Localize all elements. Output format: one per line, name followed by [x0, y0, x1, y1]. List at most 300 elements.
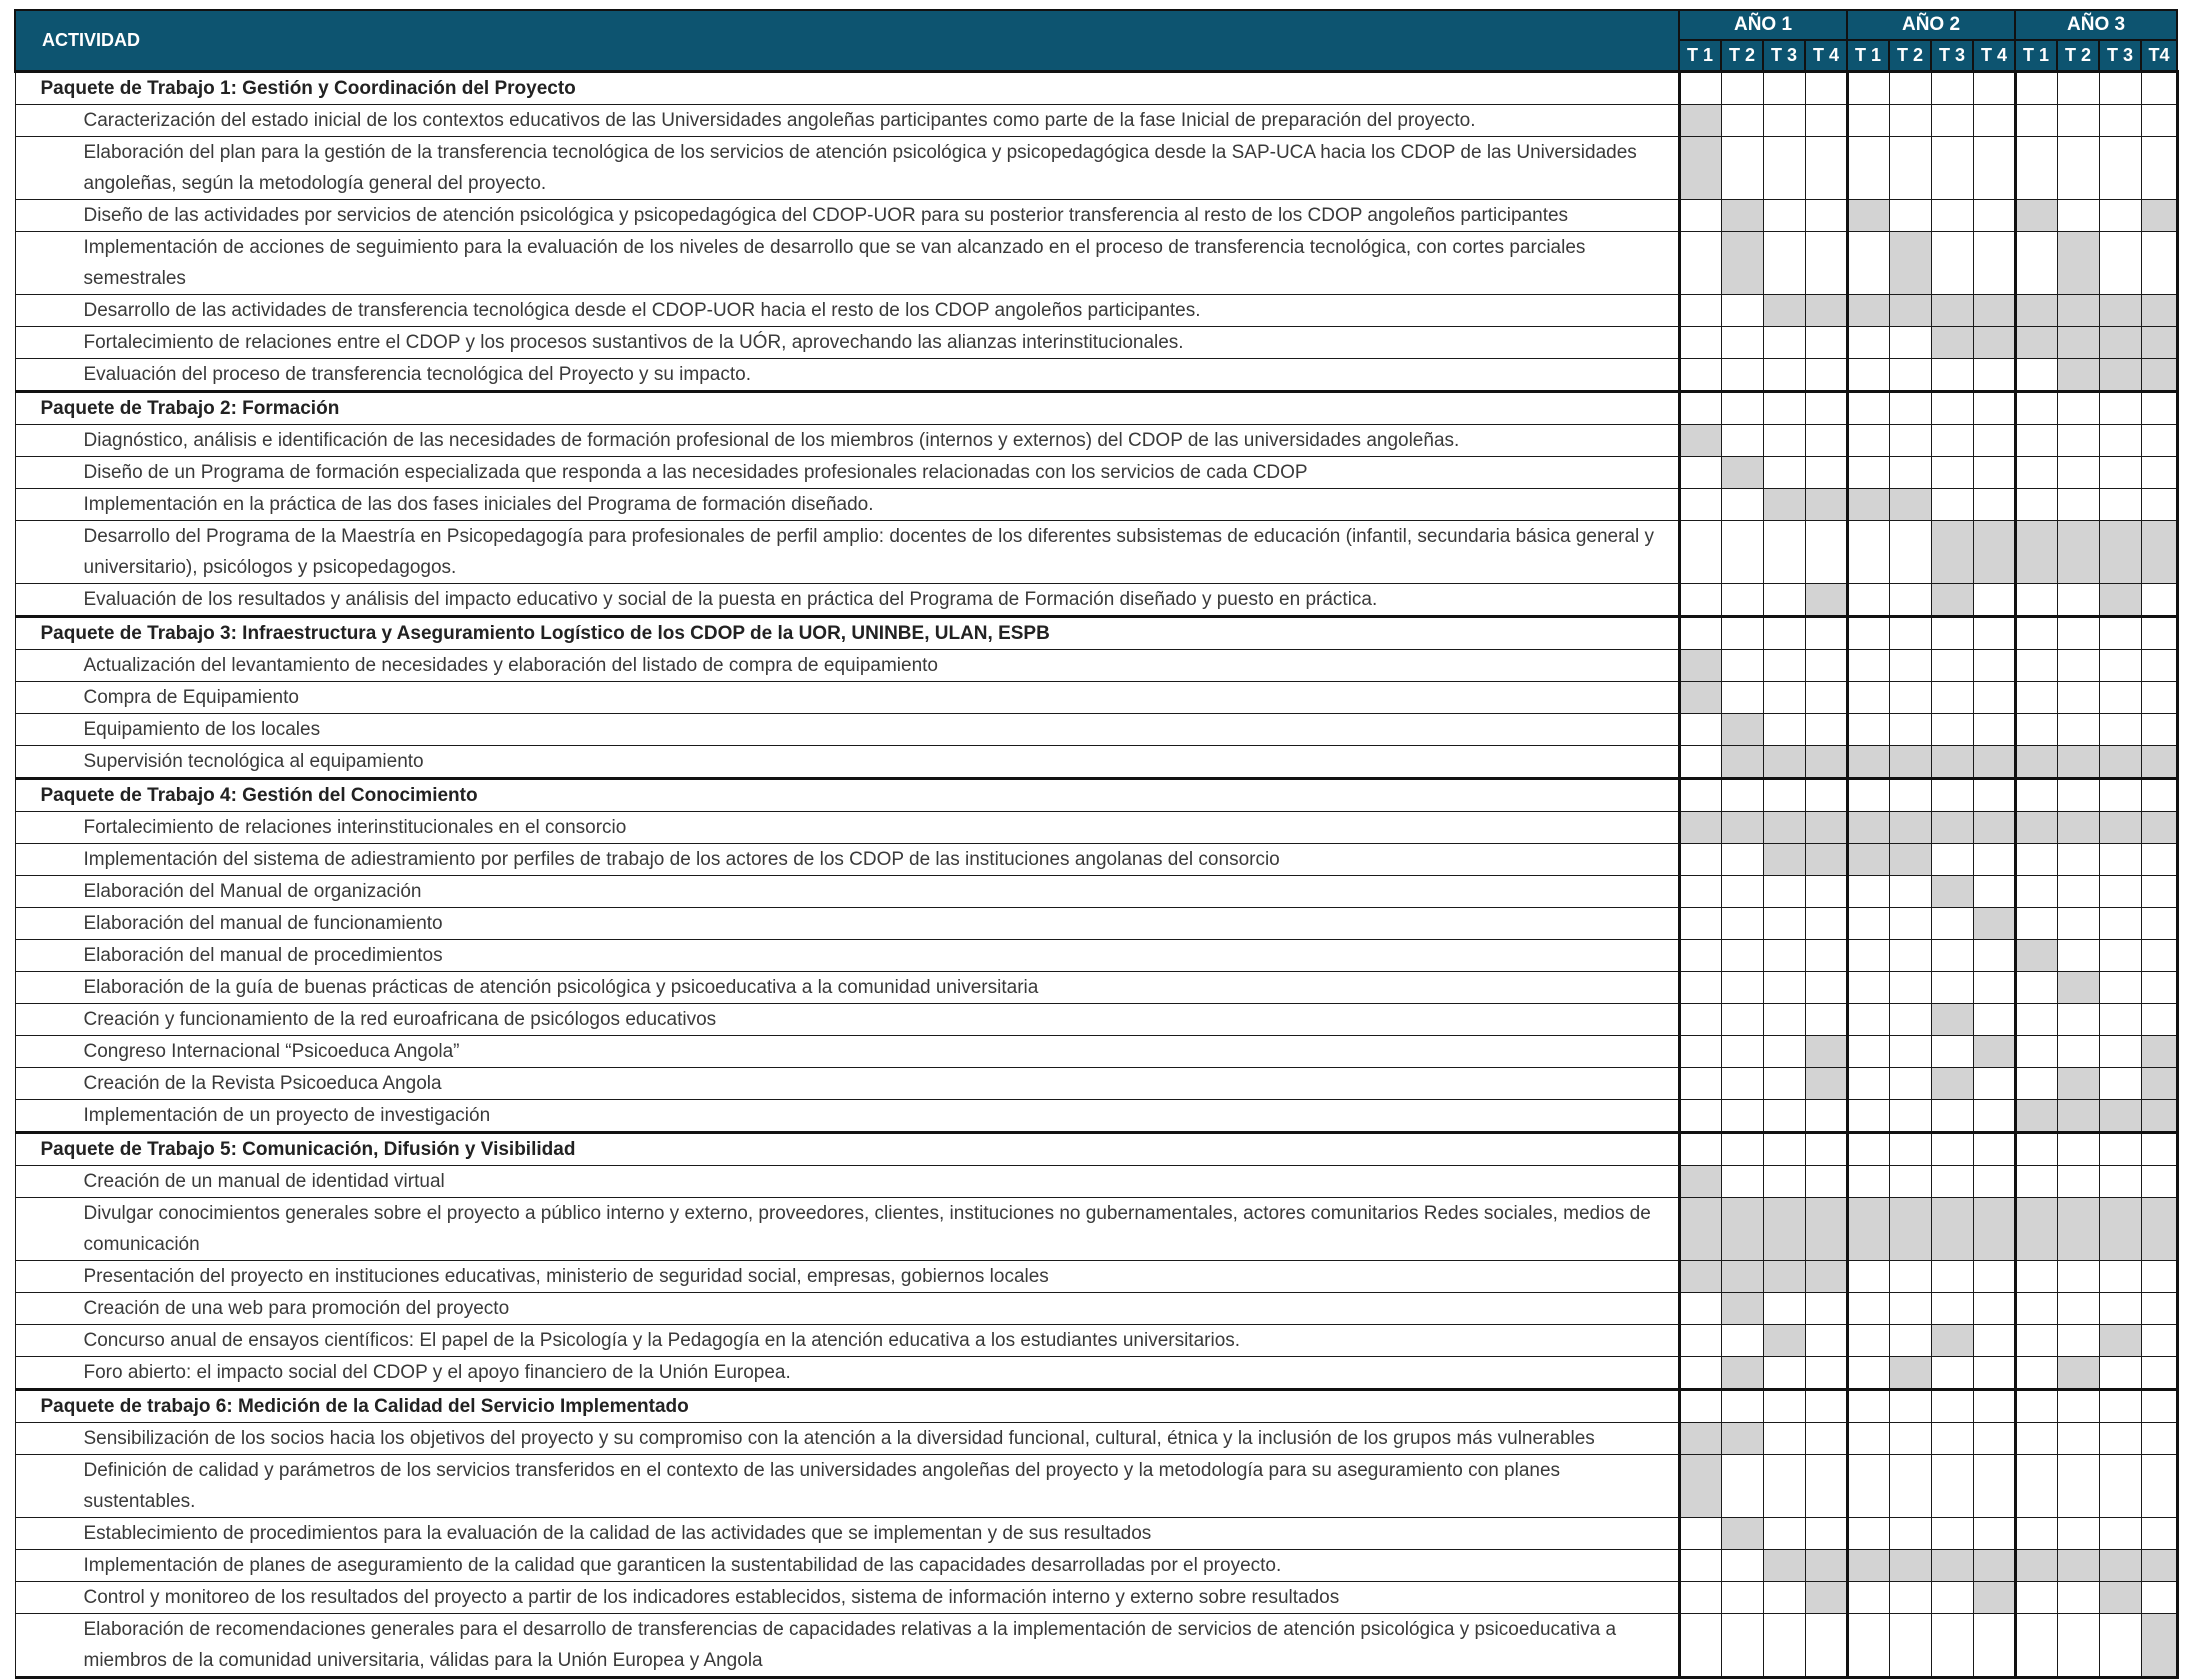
schedule-cell: [1805, 520, 1847, 583]
activity-row: [15, 294, 2177, 326]
scheduled-cell: [1763, 745, 1805, 778]
schedule-cell: [2057, 713, 2099, 745]
schedule-cell: [1679, 326, 1721, 358]
scheduled-cell: [1889, 231, 1931, 294]
scheduled-cell: [1973, 1035, 2015, 1067]
schedule-cell: [1931, 488, 1973, 520]
year-header-3: AÑO 3: [2015, 10, 2177, 40]
scheduled-cell: [2099, 326, 2141, 358]
schedule-cell: [1847, 456, 1889, 488]
scheduled-cell: [2015, 199, 2057, 231]
schedule-cell: [1679, 1581, 1721, 1613]
schedule-cell: [2141, 1356, 2177, 1389]
schedule-cell: [1721, 1613, 1763, 1677]
schedule-cell: [1721, 104, 1763, 136]
schedule-cell: [2141, 104, 2177, 136]
schedule-cell: [1805, 1422, 1847, 1454]
schedule-cell: [2099, 391, 2141, 424]
scheduled-cell: [2099, 294, 2141, 326]
schedule-cell: [1847, 583, 1889, 616]
schedule-cell: [1763, 713, 1805, 745]
scheduled-cell: [2057, 1067, 2099, 1099]
schedule-cell: [2099, 231, 2141, 294]
activity-row: [15, 1035, 2177, 1067]
schedule-cell: [1973, 391, 2015, 424]
schedule-cell: [2057, 681, 2099, 713]
schedule-cell: [1805, 1613, 1847, 1677]
activity-row: [15, 1067, 2177, 1099]
scheduled-cell: [2141, 1067, 2177, 1099]
schedule-cell: [2141, 488, 2177, 520]
gantt-table: [14, 9, 2179, 1679]
schedule-cell: [1889, 1422, 1931, 1454]
schedule-cell: [1889, 1035, 1931, 1067]
schedule-cell: [1721, 875, 1763, 907]
activity-label: Elaboración del plan para la gestión de la transferencia tecnológica de los servicios de atención psicológica y psicopedagógica desde la SAP-UCA hacia los CDOP de las Universidades angoleñas, según la metodología general del proyecto.: [15, 136, 1679, 199]
schedule-cell: [1973, 199, 2015, 231]
activity-label: Presentación del proyecto en instituciones educativas, ministerio de seguridad social, empresas, gobiernos locales: [15, 1260, 1679, 1292]
scheduled-cell: [1931, 1067, 1973, 1099]
schedule-cell: [1973, 1454, 2015, 1517]
schedule-cell: [1763, 424, 1805, 456]
package-title: Paquete de Trabajo 1: Gestión y Coordinación del Proyecto: [15, 71, 1679, 104]
scheduled-cell: [2099, 1581, 2141, 1613]
activity-row: [15, 843, 2177, 875]
activity-label: Creación de un manual de identidad virtual: [15, 1165, 1679, 1197]
schedule-cell: [1931, 616, 1973, 649]
schedule-cell: [1721, 294, 1763, 326]
schedule-cell: [2057, 1003, 2099, 1035]
scheduled-cell: [1805, 1067, 1847, 1099]
schedule-cell: [2141, 616, 2177, 649]
schedule-cell: [1763, 939, 1805, 971]
schedule-cell: [1805, 1099, 1847, 1132]
scheduled-cell: [1931, 1003, 1973, 1035]
schedule-cell: [1973, 488, 2015, 520]
schedule-cell: [2099, 1454, 2141, 1517]
quarter-header: T 3: [1763, 40, 1805, 71]
scheduled-cell: [2099, 358, 2141, 391]
schedule-cell: [1889, 1581, 1931, 1613]
schedule-cell: [2141, 1422, 2177, 1454]
schedule-cell: [2015, 875, 2057, 907]
activity-label: Equipamiento de los locales: [15, 713, 1679, 745]
scheduled-cell: [1931, 811, 1973, 843]
schedule-cell: [2141, 1292, 2177, 1324]
scheduled-cell: [1889, 294, 1931, 326]
schedule-cell: [1805, 713, 1847, 745]
schedule-cell: [1847, 649, 1889, 681]
schedule-cell: [2015, 971, 2057, 1003]
schedule-cell: [1679, 1003, 1721, 1035]
schedule-cell: [1889, 616, 1931, 649]
scheduled-cell: [1931, 326, 1973, 358]
activity-label: Evaluación de los resultados y análisis del impacto educativo y social de la puesta en práctica del Programa de Formación diseñado y puesto en práctica.: [15, 583, 1679, 616]
activity-row: [15, 1260, 2177, 1292]
scheduled-cell: [2141, 1613, 2177, 1677]
schedule-cell: [1973, 358, 2015, 391]
schedule-cell: [1721, 681, 1763, 713]
scheduled-cell: [1763, 294, 1805, 326]
schedule-cell: [1847, 1003, 1889, 1035]
schedule-cell: [2099, 1422, 2141, 1454]
scheduled-cell: [1847, 1549, 1889, 1581]
schedule-cell: [1847, 136, 1889, 199]
scheduled-cell: [1679, 136, 1721, 199]
schedule-cell: [2015, 583, 2057, 616]
schedule-cell: [1679, 939, 1721, 971]
schedule-cell: [2141, 456, 2177, 488]
schedule-cell: [1931, 1356, 1973, 1389]
schedule-cell: [1931, 71, 1973, 104]
schedule-cell: [1763, 1356, 1805, 1389]
schedule-cell: [1889, 1003, 1931, 1035]
schedule-cell: [1973, 1099, 2015, 1132]
scheduled-cell: [1805, 294, 1847, 326]
schedule-cell: [1973, 843, 2015, 875]
schedule-cell: [2099, 136, 2141, 199]
schedule-cell: [1721, 488, 1763, 520]
schedule-cell: [1931, 681, 1973, 713]
schedule-cell: [1679, 745, 1721, 778]
schedule-cell: [2015, 1356, 2057, 1389]
schedule-cell: [2015, 1003, 2057, 1035]
schedule-cell: [2099, 71, 2141, 104]
activity-label: Supervisión tecnológica al equipamiento: [15, 745, 1679, 778]
schedule-cell: [1889, 199, 1931, 231]
schedule-cell: [2015, 907, 2057, 939]
schedule-cell: [2057, 1035, 2099, 1067]
schedule-cell: [1721, 1165, 1763, 1197]
schedule-cell: [1721, 520, 1763, 583]
schedule-cell: [1763, 907, 1805, 939]
scheduled-cell: [1721, 1356, 1763, 1389]
schedule-cell: [1679, 456, 1721, 488]
scheduled-cell: [1721, 1517, 1763, 1549]
schedule-cell: [1973, 1422, 2015, 1454]
schedule-cell: [1805, 875, 1847, 907]
scheduled-cell: [2141, 745, 2177, 778]
scheduled-cell: [1931, 520, 1973, 583]
scheduled-cell: [1721, 713, 1763, 745]
schedule-cell: [2057, 778, 2099, 811]
schedule-cell: [2057, 1324, 2099, 1356]
activity-label: Sensibilización de los socios hacia los objetivos del proyecto y su compromiso con la atención a la diversidad funcional, cultural, étnica y la inclusión de los grupos más vulnerables: [15, 1422, 1679, 1454]
schedule-cell: [2141, 1389, 2177, 1422]
schedule-cell: [1805, 1292, 1847, 1324]
schedule-cell: [1889, 136, 1931, 199]
scheduled-cell: [1721, 745, 1763, 778]
schedule-cell: [1679, 199, 1721, 231]
quarter-header: T 1: [1847, 40, 1889, 71]
schedule-cell: [2141, 1003, 2177, 1035]
schedule-cell: [1721, 1324, 1763, 1356]
schedule-cell: [2099, 778, 2141, 811]
schedule-cell: [2141, 778, 2177, 811]
scheduled-cell: [2099, 520, 2141, 583]
scheduled-cell: [1973, 294, 2015, 326]
schedule-cell: [1931, 649, 1973, 681]
schedule-cell: [2099, 649, 2141, 681]
scheduled-cell: [2015, 520, 2057, 583]
schedule-cell: [1889, 71, 1931, 104]
schedule-cell: [1973, 616, 2015, 649]
schedule-cell: [1679, 1099, 1721, 1132]
schedule-cell: [1889, 1517, 1931, 1549]
schedule-cell: [1721, 1099, 1763, 1132]
schedule-cell: [1931, 1165, 1973, 1197]
schedule-cell: [2057, 843, 2099, 875]
schedule-cell: [2057, 1260, 2099, 1292]
schedule-cell: [1973, 136, 2015, 199]
schedule-cell: [1973, 1132, 2015, 1165]
schedule-cell: [1973, 583, 2015, 616]
schedule-cell: [2015, 616, 2057, 649]
schedule-cell: [1679, 1324, 1721, 1356]
schedule-cell: [1847, 358, 1889, 391]
schedule-cell: [1973, 971, 2015, 1003]
schedule-cell: [1889, 1067, 1931, 1099]
activity-label: Fortalecimiento de relaciones interinstitucionales en el consorcio: [15, 811, 1679, 843]
scheduled-cell: [2141, 358, 2177, 391]
schedule-cell: [2015, 843, 2057, 875]
package-row: [15, 1132, 2177, 1165]
schedule-cell: [1847, 1165, 1889, 1197]
activity-label: Definición de calidad y parámetros de los servicios transferidos en el contexto de las universidades angoleñas del proyecto y la metodología para su aseguramiento con planes sustentables.: [15, 1454, 1679, 1517]
schedule-cell: [1931, 1260, 1973, 1292]
schedule-cell: [2099, 1035, 2141, 1067]
schedule-cell: [1889, 1292, 1931, 1324]
schedule-cell: [1847, 104, 1889, 136]
scheduled-cell: [1889, 488, 1931, 520]
schedule-cell: [1889, 358, 1931, 391]
scheduled-cell: [1847, 1197, 1889, 1260]
schedule-cell: [2099, 1356, 2141, 1389]
scheduled-cell: [1847, 294, 1889, 326]
schedule-cell: [2141, 875, 2177, 907]
schedule-cell: [2099, 1067, 2141, 1099]
activity-header: ACTIVIDAD: [15, 10, 1679, 71]
scheduled-cell: [1763, 811, 1805, 843]
schedule-cell: [1889, 875, 1931, 907]
schedule-cell: [2015, 1517, 2057, 1549]
scheduled-cell: [1931, 1549, 1973, 1581]
schedule-cell: [2057, 1613, 2099, 1677]
scheduled-cell: [1847, 199, 1889, 231]
schedule-cell: [2015, 1422, 2057, 1454]
year-header-1: AÑO 1: [1679, 10, 1847, 40]
activity-row: [15, 811, 2177, 843]
schedule-cell: [2015, 358, 2057, 391]
schedule-cell: [1973, 875, 2015, 907]
schedule-cell: [1847, 424, 1889, 456]
schedule-cell: [1847, 1517, 1889, 1549]
schedule-cell: [1763, 1422, 1805, 1454]
schedule-cell: [1931, 1454, 1973, 1517]
schedule-cell: [1805, 971, 1847, 1003]
activity-row: [15, 1454, 2177, 1517]
schedule-cell: [1763, 875, 1805, 907]
schedule-cell: [2057, 1517, 2099, 1549]
scheduled-cell: [1847, 811, 1889, 843]
schedule-cell: [1889, 971, 1931, 1003]
schedule-cell: [2141, 231, 2177, 294]
schedule-cell: [1763, 199, 1805, 231]
schedule-cell: [1679, 1389, 1721, 1422]
activity-label: Implementación de planes de aseguramiento de la calidad que garanticen la sustentabilidad de las capacidades desarrolladas por el proyecto.: [15, 1549, 1679, 1581]
activity-row: [15, 713, 2177, 745]
schedule-cell: [2057, 1389, 2099, 1422]
schedule-cell: [1805, 71, 1847, 104]
schedule-cell: [1889, 1389, 1931, 1422]
scheduled-cell: [1721, 231, 1763, 294]
scheduled-cell: [2141, 294, 2177, 326]
schedule-cell: [2141, 1165, 2177, 1197]
schedule-cell: [2015, 681, 2057, 713]
schedule-cell: [1889, 1260, 1931, 1292]
package-title: Paquete de Trabajo 4: Gestión del Conocimiento: [15, 778, 1679, 811]
schedule-cell: [2057, 1132, 2099, 1165]
schedule-cell: [1973, 1613, 2015, 1677]
schedule-cell: [2057, 1581, 2099, 1613]
schedule-cell: [2015, 424, 2057, 456]
schedule-cell: [1805, 1132, 1847, 1165]
schedule-cell: [1805, 231, 1847, 294]
schedule-cell: [2099, 1517, 2141, 1549]
schedule-cell: [1721, 907, 1763, 939]
activity-row: [15, 424, 2177, 456]
activity-label: Concurso anual de ensayos científicos: El papel de la Psicología y la Pedagogía en la atención educativa a los estudiantes universitarios.: [15, 1324, 1679, 1356]
schedule-cell: [1973, 1003, 2015, 1035]
scheduled-cell: [2057, 358, 2099, 391]
schedule-cell: [2015, 1132, 2057, 1165]
schedule-cell: [1763, 1132, 1805, 1165]
activity-label: Elaboración del manual de funcionamiento: [15, 907, 1679, 939]
schedule-cell: [1889, 1454, 1931, 1517]
schedule-cell: [2099, 456, 2141, 488]
quarter-header: T4: [2141, 40, 2177, 71]
schedule-cell: [2099, 104, 2141, 136]
schedule-cell: [1721, 843, 1763, 875]
activity-label: Creación y funcionamiento de la red euroafricana de psicólogos educativos: [15, 1003, 1679, 1035]
schedule-cell: [2099, 1165, 2141, 1197]
schedule-cell: [1721, 326, 1763, 358]
scheduled-cell: [1721, 1422, 1763, 1454]
schedule-cell: [1805, 104, 1847, 136]
schedule-cell: [2057, 424, 2099, 456]
activity-row: [15, 1324, 2177, 1356]
schedule-cell: [1973, 681, 2015, 713]
schedule-cell: [1931, 1422, 1973, 1454]
schedule-cell: [1763, 681, 1805, 713]
schedule-cell: [1763, 1035, 1805, 1067]
schedule-cell: [1763, 1517, 1805, 1549]
activity-row: [15, 939, 2177, 971]
schedule-cell: [1931, 391, 1973, 424]
activity-label: Implementación en la práctica de las dos fases iniciales del Programa de formación diseñado.: [15, 488, 1679, 520]
activity-label: Creación de la Revista Psicoeduca Angola: [15, 1067, 1679, 1099]
schedule-cell: [1931, 199, 1973, 231]
schedule-cell: [2099, 681, 2141, 713]
schedule-cell: [1931, 713, 1973, 745]
schedule-cell: [2141, 843, 2177, 875]
scheduled-cell: [1889, 745, 1931, 778]
schedule-cell: [1973, 1389, 2015, 1422]
schedule-cell: [2057, 583, 2099, 616]
scheduled-cell: [1679, 649, 1721, 681]
schedule-cell: [1763, 456, 1805, 488]
schedule-cell: [1763, 1003, 1805, 1035]
schedule-cell: [1889, 713, 1931, 745]
schedule-cell: [1721, 971, 1763, 1003]
scheduled-cell: [2141, 1099, 2177, 1132]
scheduled-cell: [1721, 811, 1763, 843]
quarter-header: T 4: [1973, 40, 2015, 71]
activity-row: [15, 745, 2177, 778]
activity-label: Elaboración de la guía de buenas prácticas de atención psicológica y psicoeducativa a la comunidad universitaria: [15, 971, 1679, 1003]
schedule-cell: [2015, 1035, 2057, 1067]
schedule-cell: [2015, 713, 2057, 745]
schedule-cell: [1931, 104, 1973, 136]
schedule-cell: [1847, 1356, 1889, 1389]
schedule-cell: [2015, 1165, 2057, 1197]
schedule-cell: [1805, 1517, 1847, 1549]
scheduled-cell: [2015, 1099, 2057, 1132]
scheduled-cell: [1973, 811, 2015, 843]
schedule-cell: [1847, 1454, 1889, 1517]
activity-row: [15, 907, 2177, 939]
schedule-cell: [1679, 875, 1721, 907]
schedule-cell: [1721, 649, 1763, 681]
scheduled-cell: [2015, 294, 2057, 326]
schedule-cell: [1889, 1613, 1931, 1677]
schedule-cell: [1805, 1165, 1847, 1197]
activity-label: Congreso Internacional “Psicoeduca Angola”: [15, 1035, 1679, 1067]
scheduled-cell: [1763, 843, 1805, 875]
schedule-cell: [1889, 1132, 1931, 1165]
gantt-body: [15, 71, 2177, 1677]
schedule-cell: [2141, 391, 2177, 424]
scheduled-cell: [1763, 1549, 1805, 1581]
schedule-cell: [1763, 1454, 1805, 1517]
schedule-cell: [2099, 971, 2141, 1003]
scheduled-cell: [1679, 1260, 1721, 1292]
schedule-cell: [2057, 1292, 2099, 1324]
schedule-cell: [2099, 199, 2141, 231]
scheduled-cell: [1889, 1197, 1931, 1260]
year-header-2: AÑO 2: [1847, 10, 2015, 40]
activity-label: Elaboración del Manual de organización: [15, 875, 1679, 907]
scheduled-cell: [1805, 1035, 1847, 1067]
scheduled-cell: [2015, 1549, 2057, 1581]
schedule-cell: [2141, 713, 2177, 745]
schedule-cell: [1889, 424, 1931, 456]
schedule-cell: [2141, 1260, 2177, 1292]
schedule-cell: [1763, 616, 1805, 649]
scheduled-cell: [1973, 326, 2015, 358]
schedule-cell: [1763, 391, 1805, 424]
schedule-cell: [1721, 939, 1763, 971]
quarter-header: T 1: [1679, 40, 1721, 71]
scheduled-cell: [1805, 1581, 1847, 1613]
schedule-cell: [1847, 875, 1889, 907]
activity-row: [15, 971, 2177, 1003]
scheduled-cell: [1931, 745, 1973, 778]
schedule-cell: [1721, 391, 1763, 424]
activity-label: Implementación de un proyecto de investigación: [15, 1099, 1679, 1132]
schedule-cell: [2015, 104, 2057, 136]
scheduled-cell: [1679, 1454, 1721, 1517]
